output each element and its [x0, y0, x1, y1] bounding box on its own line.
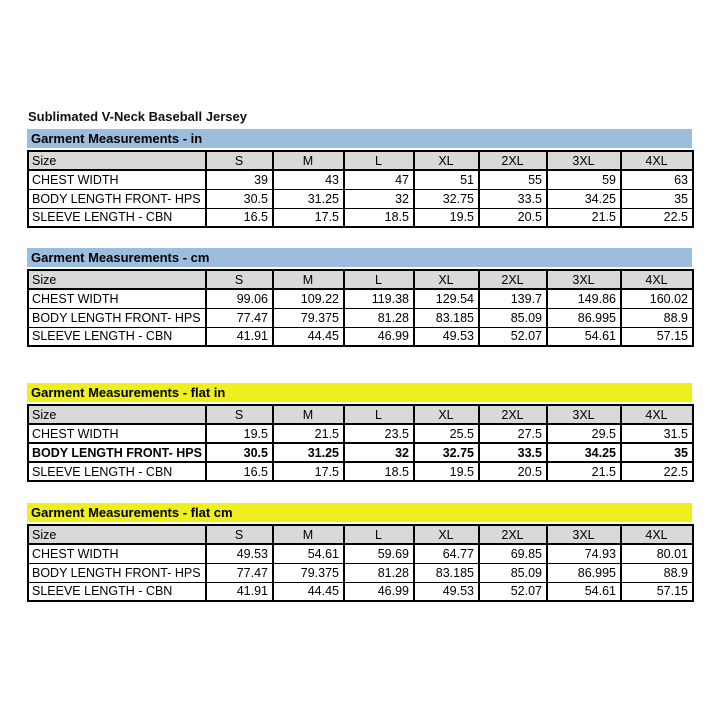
value-cell: 139.7: [479, 289, 547, 308]
size-col-header: 3XL: [547, 151, 621, 170]
value-cell: 35: [621, 443, 693, 462]
garment-table-in: [27, 129, 692, 228]
size-header-label: Size: [28, 151, 206, 170]
size-col-header: 4XL: [621, 525, 693, 544]
value-cell: 69.85: [479, 544, 547, 563]
size-col-header: 4XL: [621, 405, 693, 424]
value-cell: 88.9: [621, 563, 693, 582]
size-header-row: [28, 151, 693, 170]
sleeve-length-row: [28, 582, 693, 601]
size-col-header: 3XL: [547, 525, 621, 544]
sleeve-length-row: [28, 208, 693, 227]
value-cell: 51: [414, 170, 479, 189]
value-cell: 19.5: [206, 424, 273, 443]
value-cell: 49.53: [414, 582, 479, 601]
size-col-header: L: [344, 525, 414, 544]
document-title: Sublimated V-Neck Baseball Jersey: [28, 109, 247, 124]
value-cell: 59: [547, 170, 621, 189]
size-col-header: 2XL: [479, 270, 547, 289]
size-col-header: S: [206, 405, 273, 424]
value-cell: 20.5: [479, 208, 547, 227]
measure-label-cell: CHEST WIDTH: [28, 289, 206, 308]
size-col-header: 2XL: [479, 405, 547, 424]
value-cell: 39: [206, 170, 273, 189]
value-cell: 57.15: [621, 582, 693, 601]
value-cell: 49.53: [414, 327, 479, 346]
table-banner: Garment Measurements - flat in: [27, 383, 692, 402]
size-header-row: [28, 405, 693, 424]
value-cell: 79.375: [273, 308, 344, 327]
value-cell: 31.25: [273, 189, 344, 208]
value-cell: 34.25: [547, 443, 621, 462]
value-cell: 27.5: [479, 424, 547, 443]
size-col-header: 2XL: [479, 525, 547, 544]
size-col-header: L: [344, 405, 414, 424]
value-cell: 109.22: [273, 289, 344, 308]
sleeve-length-row: [28, 327, 693, 346]
chest-width-row: [28, 544, 693, 563]
garment-table-flat-in: [27, 383, 692, 482]
value-cell: 22.5: [621, 462, 693, 481]
value-cell: 99.06: [206, 289, 273, 308]
size-col-header: XL: [414, 525, 479, 544]
measure-label-cell: BODY LENGTH FRONT- HPS: [28, 308, 206, 327]
value-cell: 54.61: [547, 582, 621, 601]
size-header-row: [28, 525, 693, 544]
chest-width-row: [28, 170, 693, 189]
size-col-header: S: [206, 151, 273, 170]
size-col-header: M: [273, 525, 344, 544]
size-col-header: XL: [414, 270, 479, 289]
size-col-header: S: [206, 525, 273, 544]
garment-table-cm: [27, 248, 692, 347]
measure-label-cell: SLEEVE LENGTH - CBN: [28, 582, 206, 601]
value-cell: 31.25: [273, 443, 344, 462]
size-col-header: XL: [414, 405, 479, 424]
measurement-table: [27, 269, 694, 347]
value-cell: 74.93: [547, 544, 621, 563]
size-header-label: Size: [28, 525, 206, 544]
value-cell: 17.5: [273, 208, 344, 227]
measurement-table: [27, 150, 694, 228]
measure-label-cell: BODY LENGTH FRONT- HPS: [28, 563, 206, 582]
value-cell: 31.5: [621, 424, 693, 443]
size-col-header: XL: [414, 151, 479, 170]
value-cell: 88.9: [621, 308, 693, 327]
value-cell: 21.5: [547, 462, 621, 481]
measure-label-cell: CHEST WIDTH: [28, 424, 206, 443]
body-length-row: [28, 308, 693, 327]
value-cell: 21.5: [547, 208, 621, 227]
value-cell: 22.5: [621, 208, 693, 227]
size-col-header: M: [273, 405, 344, 424]
value-cell: 119.38: [344, 289, 414, 308]
value-cell: 30.5: [206, 189, 273, 208]
value-cell: 79.375: [273, 563, 344, 582]
value-cell: 16.5: [206, 462, 273, 481]
value-cell: 20.5: [479, 462, 547, 481]
value-cell: 32.75: [414, 189, 479, 208]
value-cell: 44.45: [273, 327, 344, 346]
value-cell: 52.07: [479, 327, 547, 346]
table-banner: Garment Measurements - cm: [27, 248, 692, 267]
value-cell: 77.47: [206, 563, 273, 582]
size-col-header: M: [273, 151, 344, 170]
measure-label-cell: CHEST WIDTH: [28, 170, 206, 189]
value-cell: 18.5: [344, 462, 414, 481]
value-cell: 63: [621, 170, 693, 189]
chest-width-row: [28, 289, 693, 308]
size-header-row: [28, 270, 693, 289]
body-length-row: [28, 563, 693, 582]
value-cell: 85.09: [479, 563, 547, 582]
value-cell: 29.5: [547, 424, 621, 443]
value-cell: 46.99: [344, 582, 414, 601]
table-banner: Garment Measurements - in: [27, 129, 692, 148]
size-col-header: 2XL: [479, 151, 547, 170]
table-banner: Garment Measurements - flat cm: [27, 503, 692, 522]
value-cell: 54.61: [273, 544, 344, 563]
value-cell: 129.54: [414, 289, 479, 308]
value-cell: 23.5: [344, 424, 414, 443]
value-cell: 81.28: [344, 308, 414, 327]
value-cell: 86.995: [547, 563, 621, 582]
value-cell: 41.91: [206, 582, 273, 601]
value-cell: 83.185: [414, 563, 479, 582]
value-cell: 49.53: [206, 544, 273, 563]
value-cell: 17.5: [273, 462, 344, 481]
sleeve-length-row: [28, 462, 693, 481]
value-cell: 21.5: [273, 424, 344, 443]
measure-label-cell: BODY LENGTH FRONT- HPS: [28, 443, 206, 462]
value-cell: 64.77: [414, 544, 479, 563]
value-cell: 160.02: [621, 289, 693, 308]
measure-label-cell: CHEST WIDTH: [28, 544, 206, 563]
measurement-table: [27, 404, 694, 482]
value-cell: 16.5: [206, 208, 273, 227]
size-header-label: Size: [28, 405, 206, 424]
value-cell: 47: [344, 170, 414, 189]
value-cell: 85.09: [479, 308, 547, 327]
value-cell: 77.47: [206, 308, 273, 327]
chest-width-row: [28, 424, 693, 443]
garment-table-flat-cm: [27, 503, 692, 602]
body-length-row: [28, 189, 693, 208]
size-col-header: 3XL: [547, 405, 621, 424]
measure-label-cell: SLEEVE LENGTH - CBN: [28, 208, 206, 227]
value-cell: 54.61: [547, 327, 621, 346]
measure-label-cell: SLEEVE LENGTH - CBN: [28, 327, 206, 346]
value-cell: 30.5: [206, 443, 273, 462]
value-cell: 19.5: [414, 462, 479, 481]
value-cell: 35: [621, 189, 693, 208]
measure-label-cell: BODY LENGTH FRONT- HPS: [28, 189, 206, 208]
size-col-header: S: [206, 270, 273, 289]
value-cell: 18.5: [344, 208, 414, 227]
value-cell: 55: [479, 170, 547, 189]
value-cell: 46.99: [344, 327, 414, 346]
value-cell: 44.45: [273, 582, 344, 601]
size-header-label: Size: [28, 270, 206, 289]
value-cell: 41.91: [206, 327, 273, 346]
measure-label-cell: SLEEVE LENGTH - CBN: [28, 462, 206, 481]
value-cell: 33.5: [479, 443, 547, 462]
value-cell: 34.25: [547, 189, 621, 208]
value-cell: 80.01: [621, 544, 693, 563]
value-cell: 86.995: [547, 308, 621, 327]
size-col-header: 4XL: [621, 270, 693, 289]
measurement-table: [27, 524, 694, 602]
value-cell: 33.5: [479, 189, 547, 208]
size-col-header: M: [273, 270, 344, 289]
value-cell: 32.75: [414, 443, 479, 462]
value-cell: 52.07: [479, 582, 547, 601]
value-cell: 32: [344, 189, 414, 208]
body-length-row-bold: [28, 443, 693, 462]
size-col-header: 3XL: [547, 270, 621, 289]
size-col-header: L: [344, 270, 414, 289]
value-cell: 59.69: [344, 544, 414, 563]
value-cell: 25.5: [414, 424, 479, 443]
value-cell: 81.28: [344, 563, 414, 582]
size-col-header: L: [344, 151, 414, 170]
value-cell: 149.86: [547, 289, 621, 308]
size-col-header: 4XL: [621, 151, 693, 170]
value-cell: 57.15: [621, 327, 693, 346]
value-cell: 32: [344, 443, 414, 462]
value-cell: 19.5: [414, 208, 479, 227]
value-cell: 43: [273, 170, 344, 189]
value-cell: 83.185: [414, 308, 479, 327]
